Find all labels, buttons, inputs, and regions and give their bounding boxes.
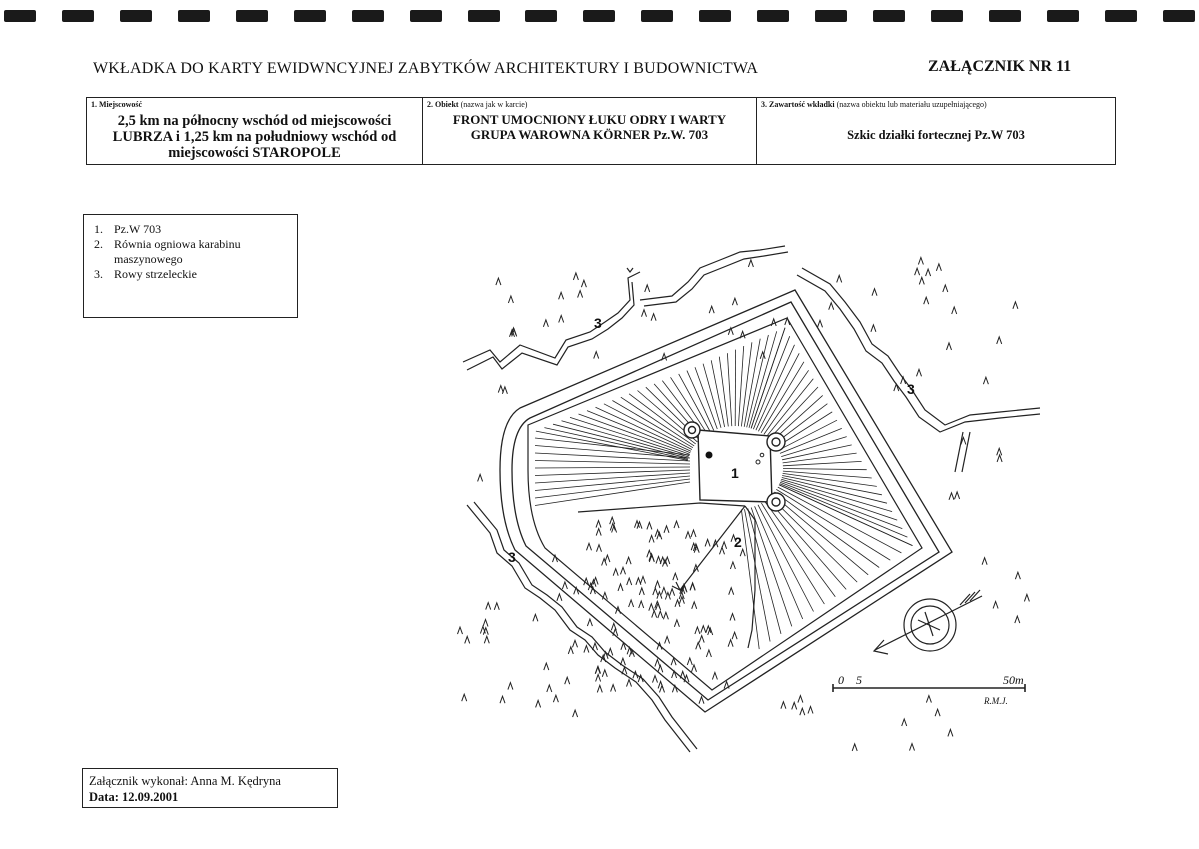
object-value: FRONT UMOCNIONY ŁUKU ODRY I WARTY GRUPA WAROWNA KÖRNER Pz.W. 703 <box>452 112 727 142</box>
scale-label-0: 0 <box>838 673 844 687</box>
trench-label-east: 3 <box>907 381 915 397</box>
locality-label: 1. Miejscowość <box>91 100 143 109</box>
field-label: 2 <box>734 534 742 550</box>
author-line: Załącznik wykonał: Anna M. Kędryna <box>89 774 281 788</box>
footer-box <box>82 768 338 808</box>
legend-item: 2. Równia ogniowa karabinu maszynowego <box>94 237 241 266</box>
trench-label-west: 3 <box>508 549 516 565</box>
content-value: Szkic działki fortecznej Pz.W 703 <box>847 128 1025 142</box>
content-label: 3. Zawartość wkładki (nazwa obiektu lub materiału uzupełniającego) <box>761 100 987 109</box>
annex-number: ZAŁĄCZNIK NR 11 <box>928 58 1072 75</box>
legend-item: 1. Pz.W 703 <box>94 222 162 236</box>
object-label: 2. Obiekt (nazwa jak w karcie) <box>427 100 528 109</box>
date-line: Data: 12.09.2001 <box>89 790 179 804</box>
locality-value: 2,5 km na północny wschód od miejscowości LUBRZA i 1,25 km na południowy wschód od miejscowości STAROPOLE <box>112 113 397 161</box>
scale-label-5: 5 <box>856 673 862 687</box>
author-initials: R.M.J. <box>984 696 1008 706</box>
trench-label-north: 3 <box>594 315 602 331</box>
bunker-label: 1 <box>731 465 739 481</box>
legend-item: 3. Rowy strzeleckie <box>94 267 197 281</box>
north-arrow-icon <box>874 590 982 654</box>
scale-label-50: 50m <box>1003 673 1024 687</box>
document-title: WKŁADKA DO KARTY EWIDWNCYJNEJ ZABYTKÓW ARCHITEKTURY I BUDOWNICTWA <box>93 60 759 77</box>
